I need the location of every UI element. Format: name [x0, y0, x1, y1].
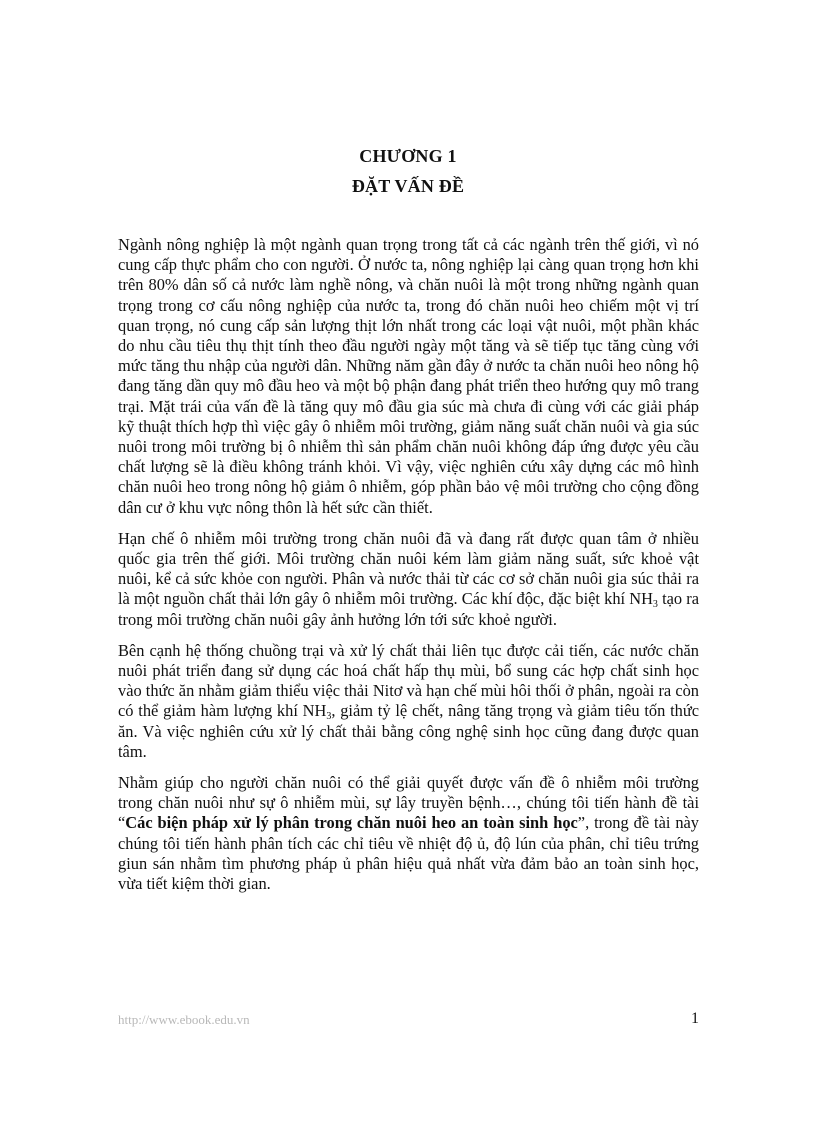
paragraph-2: [118, 529, 699, 630]
page-footer: [118, 1008, 699, 1032]
footer-url: http://www.ebook.edu.vn: [118, 1012, 250, 1027]
paragraph-2-text-a: Hạn chế ô nhiễm môi trường trong chăn nuôi đã và đang rất được quan tâm ở nhiều quốc gia trên thế giới. Môi trường chăn nuôi kém làm giảm năng suất, sức khoẻ vật nuôi, kể cả sức khỏe con người. Phân và nước thải từ các cơ sở chăn nuôi gia súc thải ra là một nguồn chất thải lớn gây ô nhiễm môi trường. Các khí độc, đặc biệt khí NH: [118, 528, 699, 609]
paragraph-1: Ngành nông nghiệp là một ngành quan trọng trong tất cả các ngành trên thế giới, vì nó cung cấp thực phẩm cho con người. Ở nước ta, nông nghiệp lại càng quan trọng hơn khi trên 80% dân số cả nước làm nghề nông, và chăn nuôi là một trong những ngành quan trọng trong cơ cấu nông nghiệp của nước ta, trong đó chăn nuôi heo chiếm một vị trí quan trọng, nó cung cấp sản lượng thịt lớn nhất trong các loại vật nuôi, một phần khác do nhu cầu tiêu thụ thịt tính theo đầu người ngày một tăng và sẽ tiếp tục tăng cùng với mức tăng thu nhập của người dân. Những năm gần đây ở nước ta chăn nuôi heo nông hộ đang tăng dần quy mô đầu heo và một bộ phận đang phát triển theo hướng quy mô trang trại. Mặt trái của vấn đề là tăng quy mô đầu gia súc mà chưa đi cùng với các giải pháp kỹ thuật thích hợp thì việc gây ô nhiễm môi trường, giảm năng suất chăn nuôi và gia súc nuôi trong môi trường bị ô nhiễm thì sản phẩm chăn nuôi không đáp ứng được yêu cầu chất lượng sẽ là điều không tránh khỏi. Vì vậy, việc nghiên cứu xây dựng các mô hình chăn nuôi heo trong nông hộ giảm ô nhiễm, góp phần bảo vệ môi trường cho cộng đồng dân cư ở khu vực nông thôn là hết sức cần thiết.: [118, 235, 699, 517]
paragraph-4-text-a: Nhằm giúp cho người chăn nuôi có thể giải quyết được vấn đề ô nhiễm môi trường trong chăn nuôi như sự ô nhiễm mùi, sự lây truyền bệnh…, chúng tôi tiến hành đề tài “: [118, 773, 699, 833]
chapter-heading: [0, 141, 816, 201]
paragraph-4-text-b: ”, trong đề tài này chúng tôi tiến hành phân tích các chỉ tiêu về nhiệt độ ủ, độ lún của phân, chỉ tiêu trứng giun sán nhằm tìm phương pháp ủ phân hiệu quả nhất vừa đảm bảo an toàn sinh học, vừa tiết kiệm thời gian.: [118, 813, 699, 894]
chapter-title: ĐẶT VẤN ĐỀ: [351, 176, 465, 196]
subscript-3: 3: [326, 711, 332, 723]
subscript-3: 3: [652, 599, 658, 611]
thesis-title: Các biện pháp xử lý phân trong chăn nuôi heo an toàn sinh học: [125, 813, 578, 833]
paragraph-2-text-b: tạo ra trong môi trường chăn nuôi gây ảnh hưởng lớn tới sức khoẻ người.: [118, 589, 699, 629]
body-text: [118, 235, 699, 905]
paragraph-3-text-b: , giảm tỷ lệ chết, nâng tăng trọng và giảm tiêu tốn thức ăn. Và việc nghiên cứu xử lý chất thải bằng công nghệ sinh học cũng đang được quan tâm.: [118, 701, 700, 761]
paragraph-3: [118, 641, 699, 762]
paragraph-4: [118, 773, 699, 894]
chapter-number: CHƯƠNG 1: [359, 146, 457, 166]
page-number: 1: [691, 1010, 699, 1027]
paragraph-3-text-a: Bên cạnh hệ thống chuồng trại và xử lý chất thải liên tục được cải tiến, các nước chăn nuôi phát triển đang sử dụng các hoá chất hấp thụ mùi, bổ sung các hợp chất sinh học vào thức ăn nhằm giảm thiểu việc thải Nitơ và hạn chế mùi hôi thối ở phân, ngoài ra còn có thể giảm hàm lượng khí NH: [118, 640, 699, 721]
